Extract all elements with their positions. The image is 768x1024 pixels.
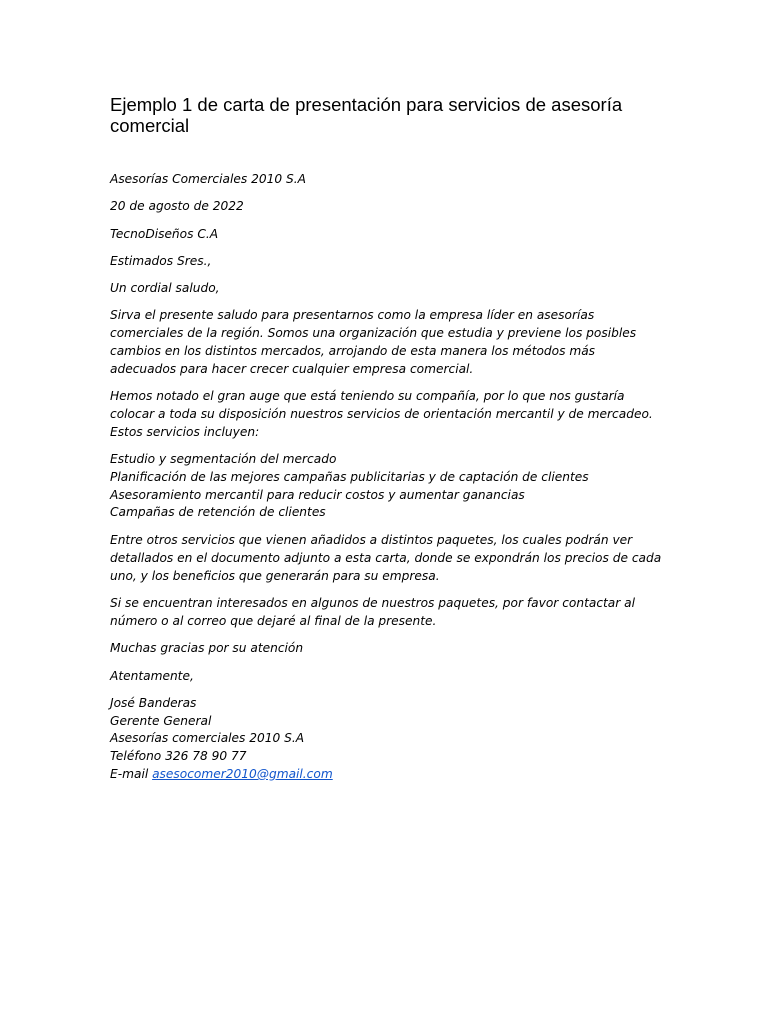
signer-company: Asesorías comerciales 2010 S.A <box>110 731 305 746</box>
email-link[interactable]: asesocomer2010@gmail.com <box>152 767 333 782</box>
letter-date: 20 de agosto de 2022 <box>110 199 244 214</box>
service-item: Planificación de las mejores campañas publicitarias y de captación de clientes <box>110 469 589 484</box>
service-item: Estudio y segmentación del mercado <box>110 452 337 467</box>
paragraph-packages: Entre otros servicios que vienen añadidos a distintos paquetes, los cuales podrán ver detallados en el documento adjunto a esta carta, donde se expondrán los precios de cada uno, y los beneficios que generarán para su empresa. <box>110 533 662 583</box>
services-list <box>110 451 662 522</box>
service-item: Campañas de retención de clientes <box>110 505 326 520</box>
paragraph-contact: Si se encuentran interesados en algunos de nuestros paquetes, por favor contactar al número o al correo que dejaré al final de la presente. <box>110 596 636 628</box>
signer-position: Gerente General <box>110 713 212 728</box>
thanks-line: Muchas gracias por su atención <box>110 641 304 656</box>
letter-body <box>110 171 662 794</box>
email-label: E-mail <box>110 767 149 782</box>
signer-email-line <box>110 766 662 784</box>
signer-name: José Banderas <box>110 695 197 710</box>
paragraph-introduction: Sirva el presente saludo para presentarnos como la empresa líder en asesorías comerciales de la región. Somos una organización que estudia y previene los posibles cambios en los distintos mercados, arrojando de esta manera los métodos más adecuados para hacer crecer cualquier empresa comercial. <box>110 308 637 376</box>
signature-block <box>110 695 662 784</box>
document-title: Ejemplo 1 de carta de presentación para servicios de asesoría comercial <box>110 94 623 136</box>
recipient-company: TecnoDiseños C.A <box>110 226 219 241</box>
service-item: Asesoramiento mercantil para reducir costos y aumentar ganancias <box>110 487 525 502</box>
paragraph-services-intro: Hemos notado el gran auge que está teniendo su compañía, por lo que nos gustaría colocar a toda su disposición nuestros servicios de orientación mercantil y de mercadeo. Estos servicios incluyen: <box>110 389 653 439</box>
salutation: Estimados Sres., <box>110 253 212 268</box>
signer-phone: Teléfono 326 78 90 77 <box>110 749 247 764</box>
sender-company: Asesorías Comerciales 2010 S.A <box>110 172 306 186</box>
closing-line: Atentamente, <box>110 668 194 683</box>
greeting: Un cordial saludo, <box>110 281 220 296</box>
